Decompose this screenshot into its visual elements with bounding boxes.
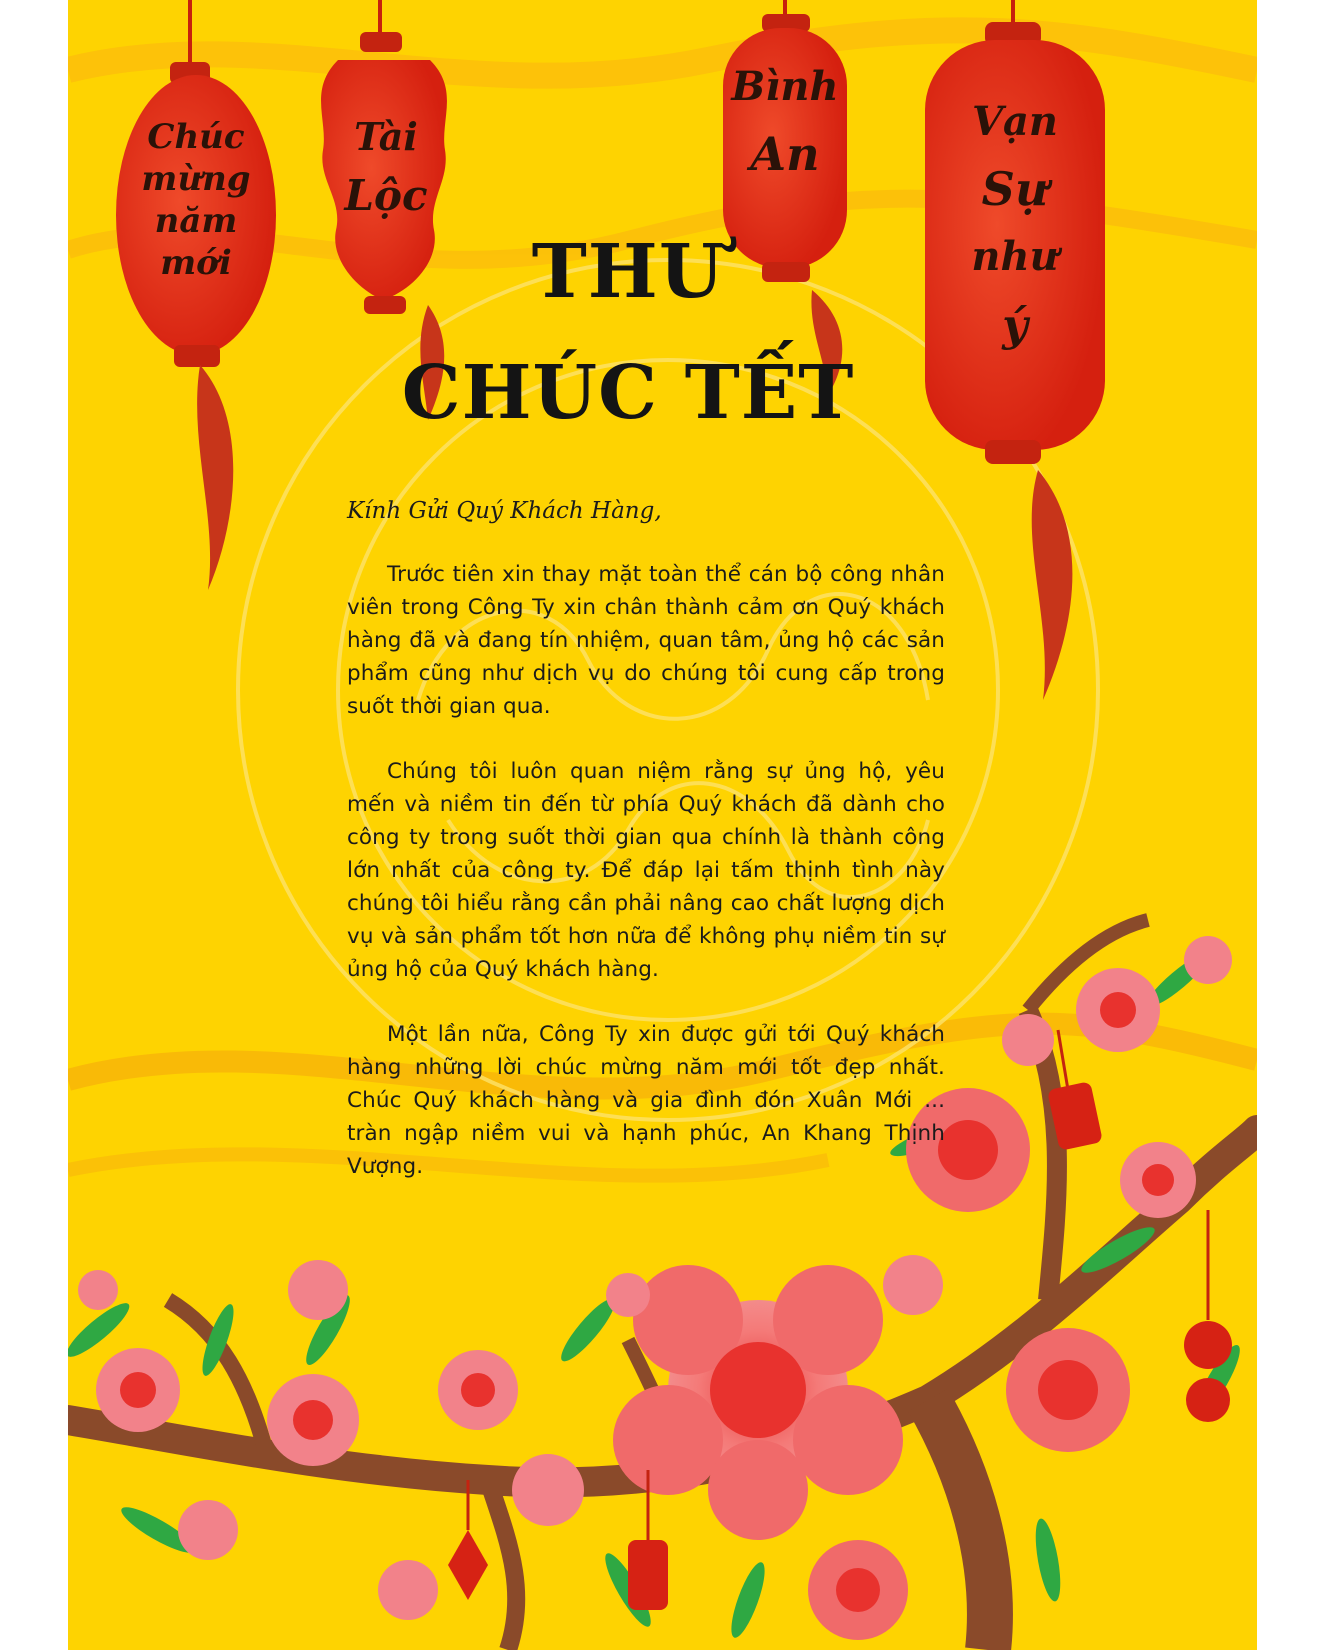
lantern-1	[116, 0, 276, 590]
letter-card	[68, 0, 1257, 1650]
lantern-1-line-1: Chúc	[147, 117, 245, 157]
paragraph-2: Chúng tôi luôn quan niệm rằng sự ủng hộ, yêu mến và niềm tin đến từ phía Quý khách đã dành cho công ty trong suốt thời gian qua chính là thành công lớn nhất của công ty. Để đáp lại tấm thịnh tình này chúng tôi hiểu rằng cần phải nâng cao chất lượng dịch vụ và sản phẩm tốt hơn nữa để không phụ niềm tin sự ủng hộ của Quý khách hàng.	[347, 759, 945, 982]
paragraph-1: Trước tiên xin thay mặt toàn thể cán bộ công nhân viên trong Công Ty xin chân thành cảm ơn Quý khách hàng đã và đang tín nhiệm, quan tâm, ủng hộ các sản phẩm cũng như dịch vụ do chúng tôi cung cấp trong suốt thời gian qua.	[347, 562, 945, 719]
flower-right-low	[1006, 1328, 1130, 1452]
lantern-4-line-2: Sự	[981, 162, 1049, 216]
lantern-4-line-4: ý	[1002, 300, 1028, 351]
lantern-2-line-1: Tài	[354, 114, 418, 159]
lantern-1-line-4: mới	[160, 243, 232, 283]
title-line-2: CHÚC TẾT	[401, 350, 855, 436]
lantern-2-line-2: Lộc	[344, 171, 428, 220]
greeting: Kính Gửi Quý Khách Hàng,	[347, 498, 662, 524]
paragraph-3: Một lần nữa, Công Ty xin được gửi tới Quý khách hàng những lời chúc mừng năm mới tốt đẹp nhất. Chúc Quý khách hàng và gia đình đón Xuân Mới ... tràn ngập niềm vui và hạnh phúc, An Khang Thịnh Vượng.	[347, 1022, 945, 1179]
lantern-4	[925, 0, 1105, 700]
lantern-4-line-1: Vạn	[971, 98, 1059, 145]
lantern-3-line-1: Bình	[731, 63, 839, 110]
lantern-3-line-2: An	[750, 127, 820, 181]
letter-title	[318, 222, 938, 464]
lantern-1-line-2: mừng	[141, 159, 251, 199]
title-line-1: THƯ	[531, 229, 725, 315]
letter-body	[347, 498, 945, 1215]
flower-large	[613, 1265, 903, 1540]
lantern-4-line-3: như	[971, 233, 1059, 280]
lantern-1-line-3: năm	[154, 201, 238, 241]
